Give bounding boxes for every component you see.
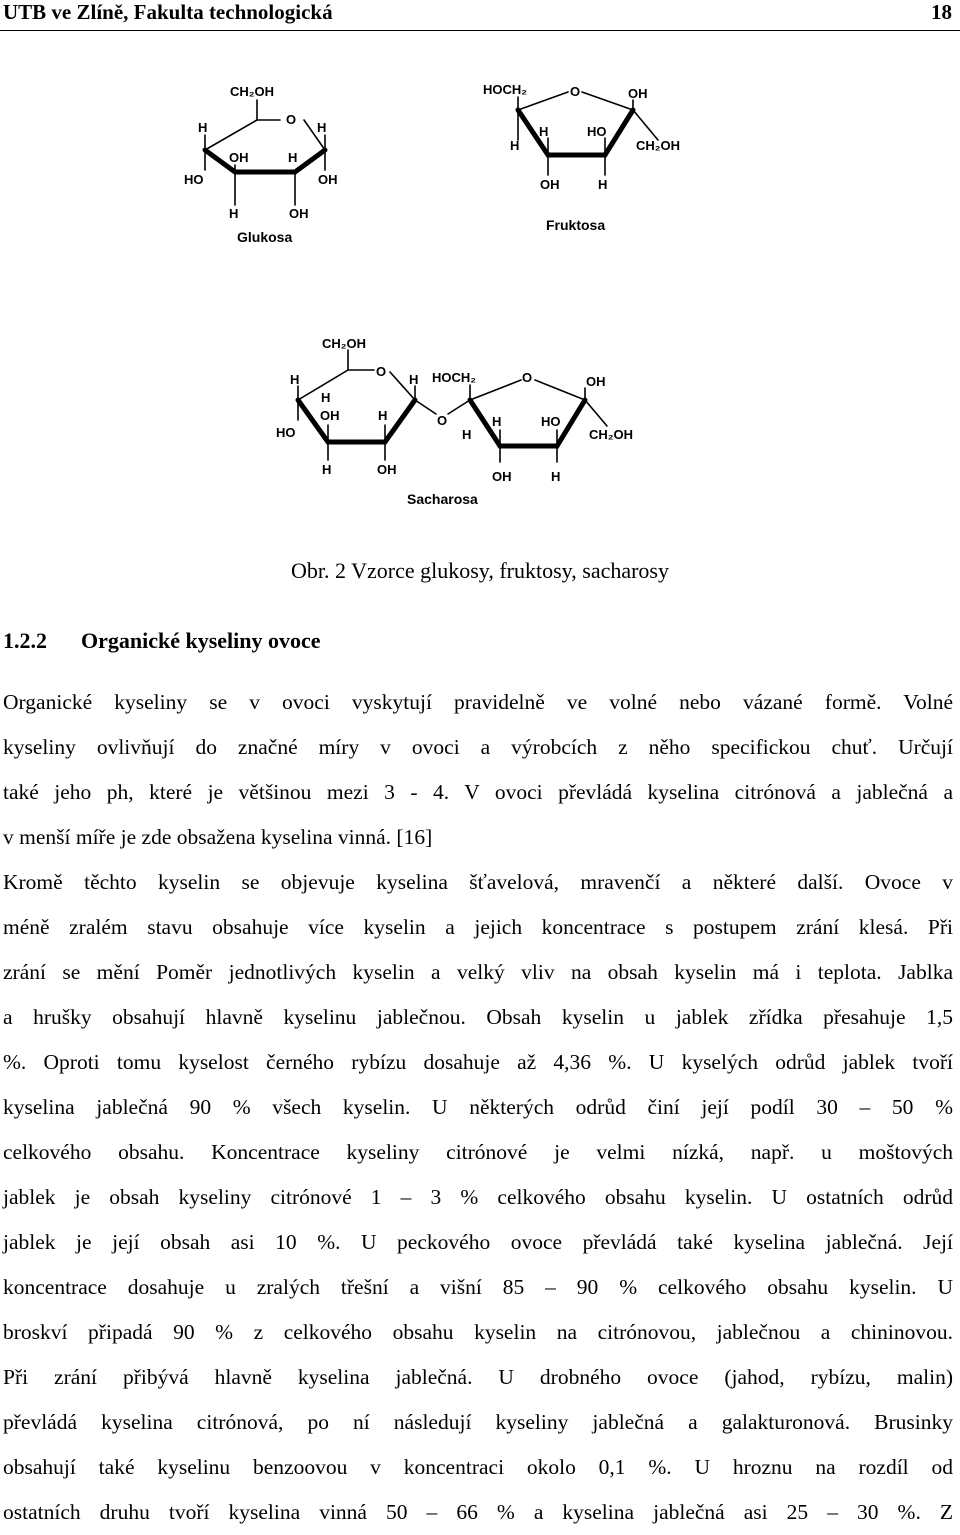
- body-text: [3, 680, 953, 1535]
- sacharosa-label: Sacharosa: [407, 491, 478, 507]
- sacharosa-h6: H: [462, 427, 472, 442]
- paragraph-line: Organické kyseliny se v ovoci vyskytují pravidelně ve volné nebo vázané formě. Volné: [3, 690, 953, 714]
- sacharosa-h5: H: [492, 414, 502, 429]
- paragraph-line: Při zrání přibývá hlavně kyselina jablečná. U drobného ovoce (jahod, rybízu, malin): [3, 1365, 953, 1389]
- paragraph-line: méně zralém stavu obsahuje více kyselin a jejich koncentrace s postupem zrání klesá. Při: [3, 915, 953, 939]
- paragraph-line: převládá kyselina citrónová, po ní následují kyseliny jablečná a galakturonová. Brusinky: [3, 1410, 953, 1434]
- glukosa-h2: H: [317, 120, 327, 135]
- paragraph-line: kyselina jablečná 90 % všech kyselin. U některých odrůd činí její podíl 30 – 50 %: [3, 1095, 953, 1119]
- page-number: 18: [931, 0, 952, 24]
- section-title: Organické kyseliny ovoce: [81, 628, 321, 653]
- paragraph-line: Kromě těchto kyselin se objevuje kyselina šťavelová, mravenčí a některé další. Ovoce v: [3, 870, 953, 894]
- paragraph-line: broskví připadá 90 % z celkového obsahu kyselin na citrónovou, jablečnou a chininovou.: [3, 1320, 953, 1344]
- paragraph-line: zrání se mění Poměr jednotlivých kyselin a velký vliv na obsah kyselin má i teplota. Jablka: [3, 960, 953, 984]
- header-title: UTB ve Zlíně, Fakulta technologická: [3, 0, 333, 24]
- glukosa-oh2: OH: [318, 172, 338, 187]
- sacharosa-ho2: HO: [541, 414, 561, 429]
- fruktosa-oh1: OH: [628, 86, 648, 101]
- glukosa-label: Glukosa: [237, 229, 293, 245]
- sacharosa-h-bottom: H: [551, 469, 561, 484]
- paragraph-line: obsahují také kyselinu benzoovou v koncentraci okolo 0,1 %. U hroznu na rozdíl od: [3, 1455, 953, 1479]
- sacharosa-o1: O: [376, 364, 387, 379]
- glukosa-formula: [184, 84, 338, 245]
- sacharosa-oh4: OH: [492, 469, 512, 484]
- paragraph-line: a hrušky obsahují hlavně kyselinu jablečnou. Obsah kyselin u jablek zřídka přesahuje 1,5: [3, 1005, 953, 1029]
- fruktosa-h1: H: [539, 124, 549, 139]
- sugar-formulas-figure: [0, 0, 960, 560]
- sacharosa-h3: H: [321, 390, 331, 405]
- glukosa-h1: H: [198, 120, 208, 135]
- sacharosa-oh2: OH: [320, 408, 340, 423]
- glukosa-oh3: OH: [289, 206, 309, 221]
- sacharosa-ch2oh2: CH₂OH: [589, 427, 634, 442]
- paragraph-line: koncentrace dosahuje u zralých třešní a višní 85 – 90 % celkového obsahu kyselin. U: [3, 1275, 953, 1299]
- sacharosa-h4: H: [378, 408, 388, 423]
- glukosa-oh1: OH: [229, 150, 249, 165]
- glukosa-ch2oh: CH₂OH: [230, 84, 275, 99]
- paragraph-line: v menší míře je zde obsažena kyselina vinná. [16]: [3, 825, 433, 849]
- figure-caption: Obr. 2 Vzorce glukosy, fruktosy, sacharosy: [291, 558, 669, 583]
- section-number: 1.2.2: [3, 628, 47, 653]
- fruktosa-formula: [483, 82, 680, 233]
- sacharosa-ch2oh: CH₂OH: [322, 336, 367, 351]
- section-heading: [3, 628, 321, 654]
- fruktosa-o: O: [570, 84, 581, 99]
- sacharosa-oh1: OH: [586, 374, 606, 389]
- paragraph-line: kyseliny ovlivňují do značné míry v ovoci a výrobcích z něho specifickou chuť. Určují: [3, 735, 953, 759]
- fruktosa-label: Fruktosa: [546, 217, 606, 233]
- sacharosa-ho1: HO: [276, 425, 296, 440]
- sacharosa-hoch2: HOCH₂: [432, 370, 477, 385]
- paragraph-line: jablek je obsah kyseliny citrónové 1 – 3 % celkového obsahu kyselin. U ostatních odrůd: [3, 1185, 953, 1209]
- fruktosa-h2: H: [510, 138, 520, 153]
- glukosa-o: O: [286, 112, 297, 127]
- sacharosa-oh3: OH: [377, 462, 397, 477]
- sacharosa-h1: H: [290, 372, 300, 387]
- fruktosa-oh2: OH: [540, 177, 560, 192]
- fruktosa-ho: HO: [587, 124, 607, 139]
- glukosa-h5: H: [229, 206, 239, 221]
- fruktosa-ch2oh: CH₂OH: [636, 138, 681, 153]
- fruktosa-h3: H: [598, 177, 608, 192]
- sacharosa-o2: O: [522, 370, 533, 385]
- sacharosa-o3: O: [437, 413, 448, 428]
- sacharosa-h7: H: [322, 462, 332, 477]
- paragraph-line: ostatních druhu tvoří kyselina vinná 50 – 66 % a kyselina jablečná asi 25 – 30 %. Z: [3, 1500, 953, 1524]
- paragraph-line: celkového obsahu. Koncentrace kyseliny citrónové je velmi nízká, např. u moštových: [3, 1140, 953, 1164]
- sacharosa-formula: [276, 336, 633, 507]
- glukosa-ho: HO: [184, 172, 204, 187]
- paragraph-line: %. Oproti tomu kyselost černého rybízu dosahuje až 4,36 %. U kyselých odrůd jablek tvoří: [3, 1050, 953, 1074]
- paragraph-line: také jeho ph, které je většinou mezi 3 - 4. V ovoci převládá kyselina citrónová a jablečná a: [3, 780, 953, 804]
- glukosa-h3: H: [288, 150, 298, 165]
- fruktosa-hoch2: HOCH₂: [483, 82, 528, 97]
- sacharosa-h2: H: [409, 372, 419, 387]
- paragraph-line: jablek je její obsah asi 10 %. U peckového ovoce převládá také kyselina jablečná. Její: [3, 1230, 953, 1254]
